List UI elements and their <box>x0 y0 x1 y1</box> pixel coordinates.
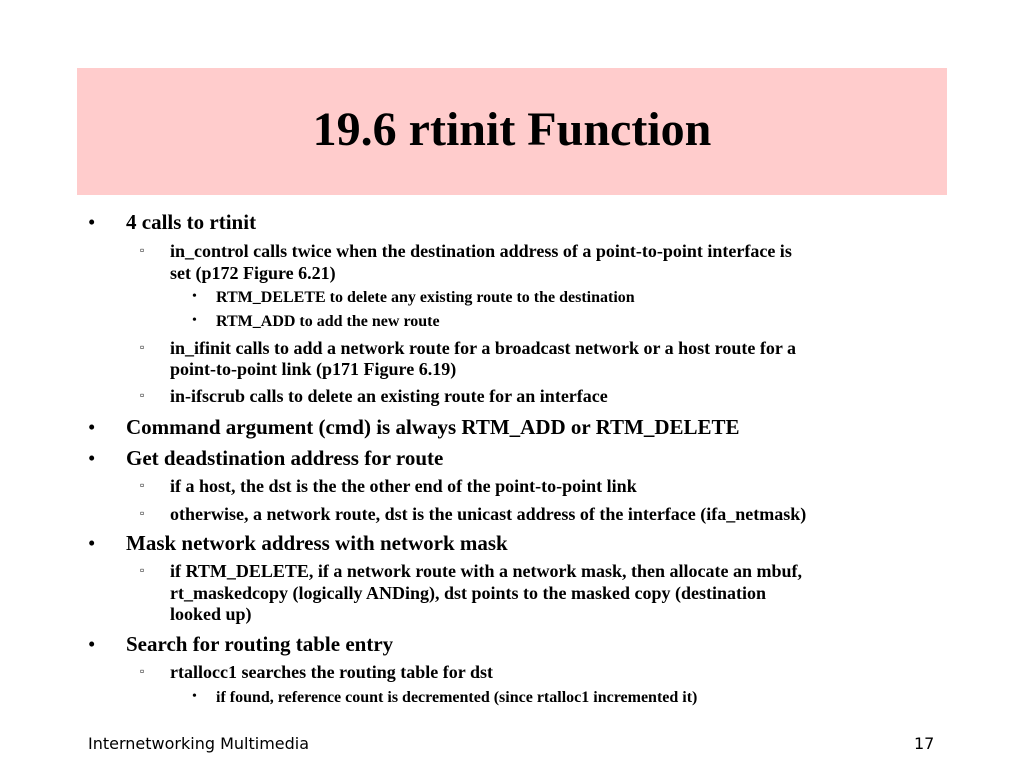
sub-bullet-item: in_control calls twice when the destination address of a point-to-point interface is <box>170 241 792 261</box>
sub-bullet-item: in_ifinit calls to add a network route for a broadcast network or a host route for a <box>170 338 796 358</box>
sub-bullet-item: in-ifscrub calls to delete an existing route for an interface <box>170 386 608 406</box>
bullet-item: Command argument (cmd) is always RTM_ADD or RTM_DELETE <box>126 415 740 439</box>
bullet-item: Mask network address with network mask <box>126 531 508 555</box>
sub-bullet-marker: ▫ <box>140 340 145 354</box>
sub-bullet-continuation: point-to-point link (p171 Figure 6.19) <box>170 359 457 379</box>
footer-course-title: Internetworking Multimedia <box>88 734 310 753</box>
sub-bullet-continuation: set (p172 Figure 6.21) <box>170 263 336 283</box>
sub-sub-bullet-marker: • <box>192 289 197 304</box>
sub-sub-bullet-item: if found, reference count is decremented (since rtalloc1 incremented it) <box>216 689 698 706</box>
slide-title: 19.6 rtinit Function <box>312 103 712 156</box>
bullet-marker: • <box>88 531 96 555</box>
sub-bullet-marker: ▫ <box>140 563 145 577</box>
sub-sub-bullet-marker: • <box>192 313 197 328</box>
bullet-marker: • <box>88 210 96 234</box>
bullet-marker: • <box>88 446 96 470</box>
sub-bullet-marker: ▫ <box>140 478 145 492</box>
bullet-item: Search for routing table entry <box>126 632 394 656</box>
sub-bullet-marker: ▫ <box>140 243 145 257</box>
bullet-item: 4 calls to rtinit <box>126 210 257 234</box>
bullet-marker: • <box>88 415 96 439</box>
sub-bullet-item: rtallocc1 searches the routing table for dst <box>170 662 493 682</box>
sub-sub-bullet-marker: • <box>192 689 197 704</box>
sub-bullet-marker: ▫ <box>140 506 145 520</box>
sub-sub-bullet-item: RTM_ADD to add the new route <box>216 313 440 330</box>
sub-bullet-marker: ▫ <box>140 664 145 678</box>
sub-bullet-item: if RTM_DELETE, if a network route with a network mask, then allocate an mbuf, <box>170 561 803 581</box>
sub-bullet-marker: ▫ <box>140 388 145 402</box>
bullet-marker: • <box>88 632 96 656</box>
sub-bullet-item: otherwise, a network route, dst is the unicast address of the interface (ifa_netmask) <box>170 504 807 524</box>
sub-bullet-item: if a host, the dst is the the other end of the point-to-point link <box>170 476 637 496</box>
sub-bullet-continuation: looked up) <box>170 604 252 624</box>
sub-sub-bullet-item: RTM_DELETE to delete any existing route to the destination <box>216 289 635 306</box>
bullet-item: Get deadstination address for route <box>126 446 444 470</box>
page-number: 17 <box>914 734 935 753</box>
sub-bullet-continuation: rt_maskedcopy (logically ANDing), dst points to the masked copy (destination <box>170 583 767 603</box>
